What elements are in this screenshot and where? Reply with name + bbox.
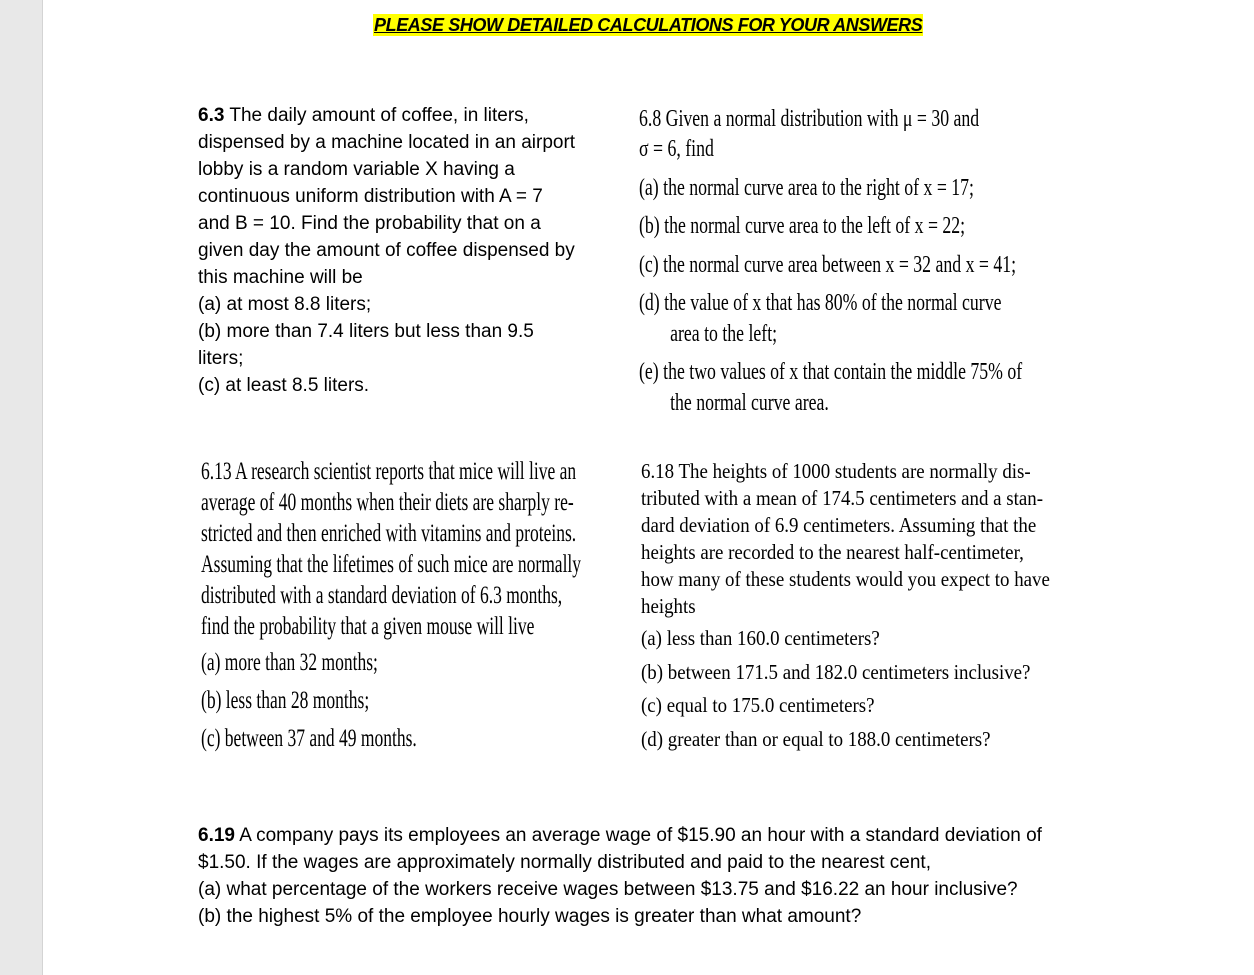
problem-line: continuous uniform distribution with A = 7 xyxy=(198,186,543,207)
problem-line: (a) more than 32 months; xyxy=(201,649,378,676)
problem-line: 6.3 The daily amount of coffee, in liters, xyxy=(198,105,529,126)
problem-line: σ = 6, find xyxy=(639,136,714,162)
problem-line: 6.13 A research scientist reports that mice will live an xyxy=(201,458,577,485)
problem-line: average of 40 months when their diets are sharply re- xyxy=(201,489,574,516)
problem-line: (e) the two values of x that contain the middle 75% of xyxy=(639,359,1023,385)
problem-line: liters; xyxy=(198,348,244,369)
problem-line: lobby is a random variable X having a xyxy=(198,159,515,180)
problem-line: (d) the value of x that has 80% of the normal curve xyxy=(639,290,1002,316)
problem-6-3 xyxy=(198,102,575,399)
problem-line: 6.18 The heights of 1000 students are normally dis- xyxy=(641,459,1031,483)
problem-line: heights are recorded to the nearest half-centimeter, xyxy=(641,540,1024,564)
problem-line: find the probability that a given mouse will live xyxy=(201,613,535,640)
problem-line: 6.8 Given a normal distribution with μ = 30 and xyxy=(639,106,980,132)
problem-line: (d) greater than or equal to 188.0 centimeters? xyxy=(641,727,991,751)
problem-line: (b) the highest 5% of the employee hourly wages is greater than what amount? xyxy=(198,906,862,927)
problem-6-13 xyxy=(201,458,635,768)
problem-line: (c) at least 8.5 liters. xyxy=(198,375,370,396)
problem-number: 6.3 xyxy=(198,105,225,126)
problem-line: heights xyxy=(641,594,696,618)
problem-line: tributed with a mean of 174.5 centimeters and a stan- xyxy=(641,486,1044,510)
problem-line: this machine will be xyxy=(198,267,363,288)
problem-6-19 xyxy=(198,822,1042,930)
problem-line: (c) the normal curve area between x = 32 and x = 41; xyxy=(639,252,1017,278)
problem-line: (b) less than 28 months; xyxy=(201,687,370,714)
problem-line: (b) the normal curve area to the left of x = 22; xyxy=(639,213,966,239)
problem-line: stricted and then enriched with vitamins and proteins. xyxy=(201,520,577,547)
problem-line: (a) less than 160.0 centimeters? xyxy=(641,626,880,650)
problem-line: (c) equal to 175.0 centimeters? xyxy=(641,693,875,717)
problem-line: dispensed by a machine located in an airport xyxy=(198,132,576,153)
problem-6-18 xyxy=(641,459,1109,759)
problem-line: the normal curve area. xyxy=(670,390,829,416)
problem-number: 6.19 xyxy=(198,825,235,846)
problem-line: (b) more than 7.4 liters but less than 9.5 xyxy=(198,321,534,342)
problem-line: how many of these students would you expect to have xyxy=(641,567,1050,591)
problem-line: $1.50. If the wages are approximately normally distributed and paid to the nearest cent, xyxy=(198,852,931,873)
page-margin-bar xyxy=(0,0,43,975)
problem-line: (c) between 37 and 49 months. xyxy=(201,725,417,752)
problem-line: distributed with a standard deviation of 6.3 months, xyxy=(201,582,563,609)
problem-line: (a) the normal curve area to the right of x = 17; xyxy=(639,175,975,201)
problem-6-8 xyxy=(639,106,1098,426)
problem-line: given day the amount of coffee dispensed by xyxy=(198,240,575,261)
problem-line: 6.19 A company pays its employees an average wage of $15.90 an hour with a standard deviation of xyxy=(198,825,1042,846)
problem-line: dard deviation of 6.9 centimeters. Assuming that the xyxy=(641,513,1037,537)
problem-line: Assuming that the lifetimes of such mice are normally xyxy=(201,551,582,578)
problem-line: (a) what percentage of the workers receive wages between $13.75 and $16.22 an hour inclusive? xyxy=(198,879,1018,900)
problem-line: (b) between 171.5 and 182.0 centimeters inclusive? xyxy=(641,660,1031,684)
problem-line: area to the left; xyxy=(670,321,778,347)
problem-line: (a) at most 8.8 liters; xyxy=(198,294,372,315)
page-heading: PLEASE SHOW DETAILED CALCULATIONS FOR YOUR ANSWERS xyxy=(374,15,923,35)
problem-line: and B = 10. Find the probability that on a xyxy=(198,213,541,234)
